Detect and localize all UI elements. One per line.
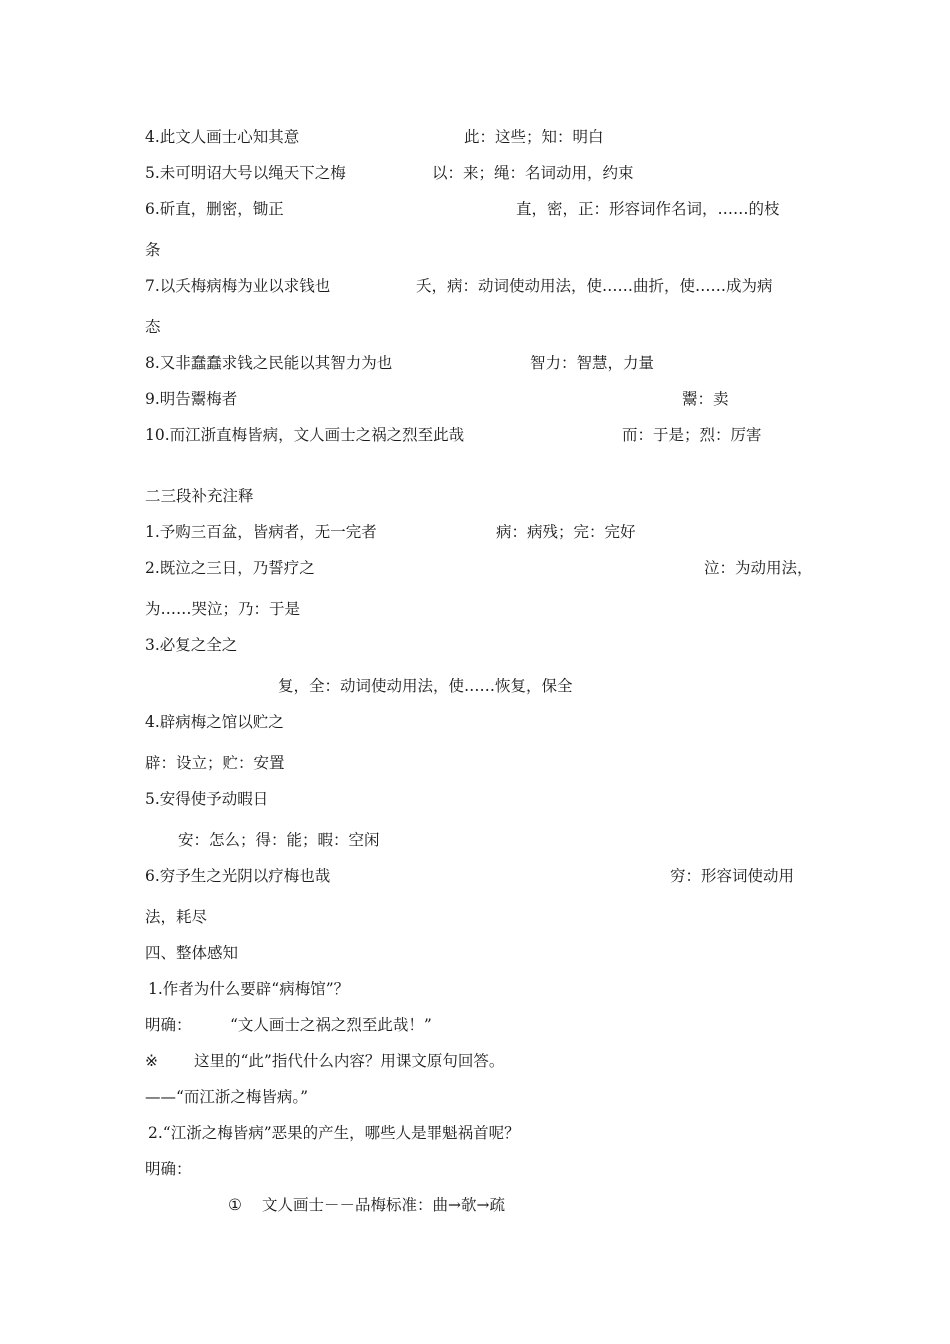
note-2-question: 2.既泣之三日，乃誓疗之 — [145, 559, 315, 577]
item-4-annotation: 此：这些；知：明白 — [464, 128, 604, 146]
item-10-question: 10.而江浙直梅皆病，文人画士之祸之烈至此哉 — [145, 426, 465, 444]
answer-1-label: 明确： — [145, 1016, 192, 1034]
note-question: 这里的“此”指代什么内容？用课文原句回答。 — [194, 1052, 505, 1070]
note-5-annotation: 安：怎么；得：能；暇：空闲 — [178, 831, 380, 849]
note-4-annotation: 辟：设立；贮：安置 — [145, 754, 285, 772]
note-4-question: 4.辟病梅之馆以贮之 — [145, 713, 284, 731]
answer-2-item-1-mark: ① — [228, 1196, 242, 1214]
section-heading-notes: 二三段补充注释 — [145, 487, 254, 505]
note-1-annotation: 病：病残；完：完好 — [496, 523, 636, 541]
item-7-question: 7.以夭梅病梅为业以求钱也 — [145, 277, 331, 295]
section-heading-overview: 四、整体感知 — [145, 944, 239, 962]
note-3-question: 3.必复之全之 — [145, 636, 238, 654]
note-5-question: 5.安得使予动暇日 — [145, 790, 269, 808]
note-6-annotation-cont: 法，耗尽 — [145, 908, 208, 926]
item-6-question: 6.斫直，删密，锄正 — [145, 200, 284, 218]
item-6-annotation: 直，密，正：形容词作名词，……的枝 — [516, 200, 780, 218]
item-6-annotation-cont: 条 — [145, 241, 161, 259]
question-2: 2.“江浙之梅皆病”恶果的产生，哪些人是罪魁祸首呢？ — [148, 1124, 520, 1142]
note-answer: ——“而江浙之梅皆病。” — [145, 1088, 309, 1106]
item-5-question: 5.未可明诏大号以绳天下之梅 — [145, 164, 346, 182]
item-9-question: 9.明告鬻梅者 — [145, 390, 238, 408]
item-4-question: 4.此文人画士心知其意 — [145, 128, 300, 146]
note-2-annotation-cont: 为……哭泣；乃：于是 — [145, 600, 301, 618]
answer-2-item-1-text: 文人画士－－品梅标准：曲→欹→疏 — [262, 1196, 505, 1214]
note-2-annotation: 泣：为动用法， — [704, 559, 813, 577]
item-8-annotation: 智力：智慧，力量 — [530, 354, 655, 372]
note-1-question: 1.予购三百盆，皆病者，无一完者 — [145, 523, 377, 541]
item-5-annotation: 以：来；绳：名词动用，约束 — [432, 164, 634, 182]
item-9-annotation: 鬻：卖 — [682, 390, 729, 408]
item-10-annotation: 而：于是；烈：厉害 — [622, 426, 762, 444]
item-7-annotation-cont: 态 — [145, 318, 161, 336]
note-6-annotation: 穷：形容词使动用 — [670, 867, 795, 885]
note-3-annotation: 复，全：动词使动用法，使……恢复，保全 — [278, 677, 573, 695]
note-6-question: 6.穷予生之光阴以疗梅也哉 — [145, 867, 331, 885]
answer-1-text: “文人画士之祸之烈至此哉！” — [230, 1016, 432, 1034]
question-1: 1.作者为什么要辟“病梅馆”？ — [148, 980, 350, 998]
item-7-annotation: 夭，病：动词使动用法，使……曲折，使……成为病 — [416, 277, 773, 295]
answer-2-label: 明确： — [145, 1160, 192, 1178]
note-mark: ※ — [145, 1052, 158, 1070]
item-8-question: 8.又非蠢蠢求钱之民能以其智力为也 — [145, 354, 393, 372]
